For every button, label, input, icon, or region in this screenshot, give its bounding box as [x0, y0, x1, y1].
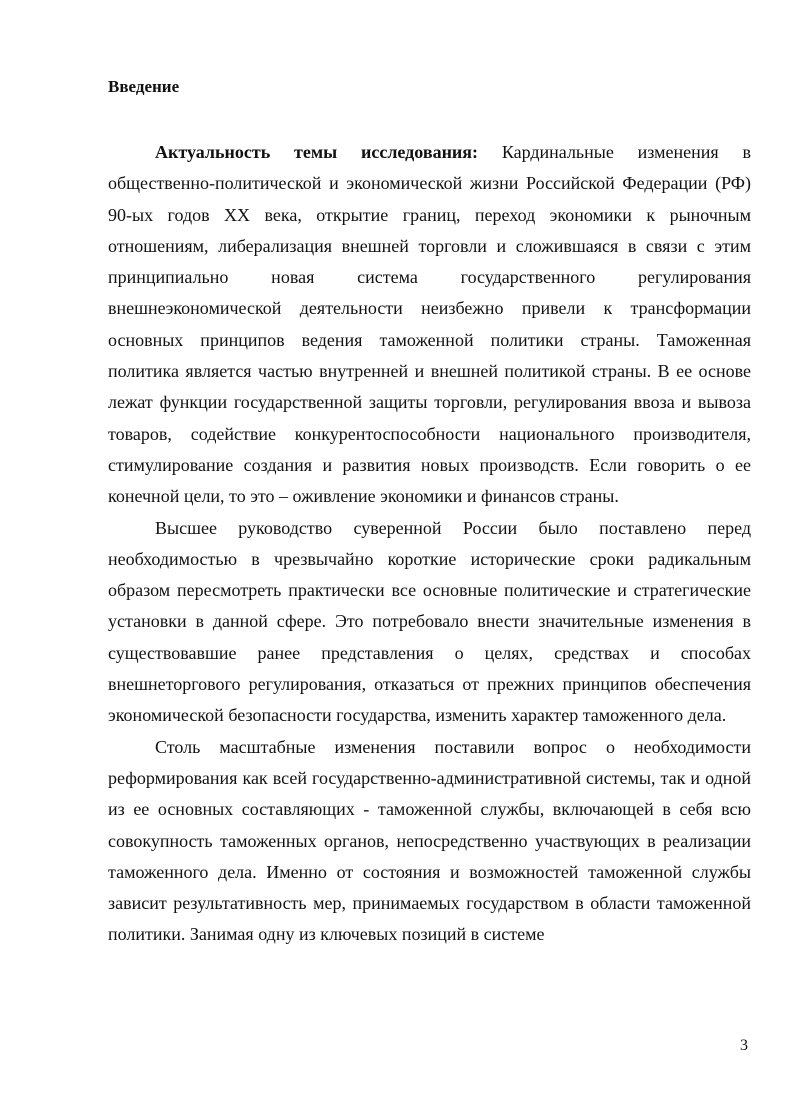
- page-title: Введение: [108, 77, 180, 96]
- body-text: [108, 137, 751, 951]
- page-number: 3: [740, 1037, 748, 1054]
- paragraph-lead: Актуальность темы исследования:: [155, 142, 479, 162]
- paragraph-leadership: Высшее руководство суверенной России было поставлено перед необходимостью в чрезвычайно короткие исторические сроки радикальным образом пересмотреть практически все основные политические и стратегические установки в данной сфере. Это потребовало внести значительные изменения в существовавшие ранее представления о целях, средствах и способах внешнеторгового регулирования, отказаться от прежних принципов обеспечения экономической безопасности государства, изменить характер таможенного дела.: [108, 517, 751, 726]
- paragraph-text: Кардинальные изменения в общественно-политической и экономической жизни Российской Федерации (РФ) 90-ых годов XX века, открытие границ, переход экономики к рыночным отношениям, либерализация внешней торговли и сложившаяся в связи с этим принципиально новая система государственного регулирования внешнеэкономической деятельности неизбежно привели к трансформации основных принципов ведения таможенной политики страны. Таможенная политика является частью внутренней и внешней политикой страны. В ее основе лежат функции государственной защиты торговли, регулирования ввоза и вывоза товаров, содействие конкурентоспособности национального производителя, стимулирование создания и развития новых производств. Если говорить о ее конечной цели, то это – оживление экономики и финансов страны.: [108, 142, 751, 507]
- paragraph-reform: Столь масштабные изменения поставили вопрос о необходимости реформирования как всей государственно-административной системы, так и одной из ее основных составляющих - таможенной службы, включающей в себя всю совокупность таможенных органов, непосредственно участвующих в реализации таможенного дела. Именно от состояния и возможностей таможенной службы зависит результативность мер, принимаемых государством в области таможенной политики. Занимая одну из ключевых позиций в системе: [108, 736, 751, 945]
- paragraph-relevance: [108, 137, 751, 513]
